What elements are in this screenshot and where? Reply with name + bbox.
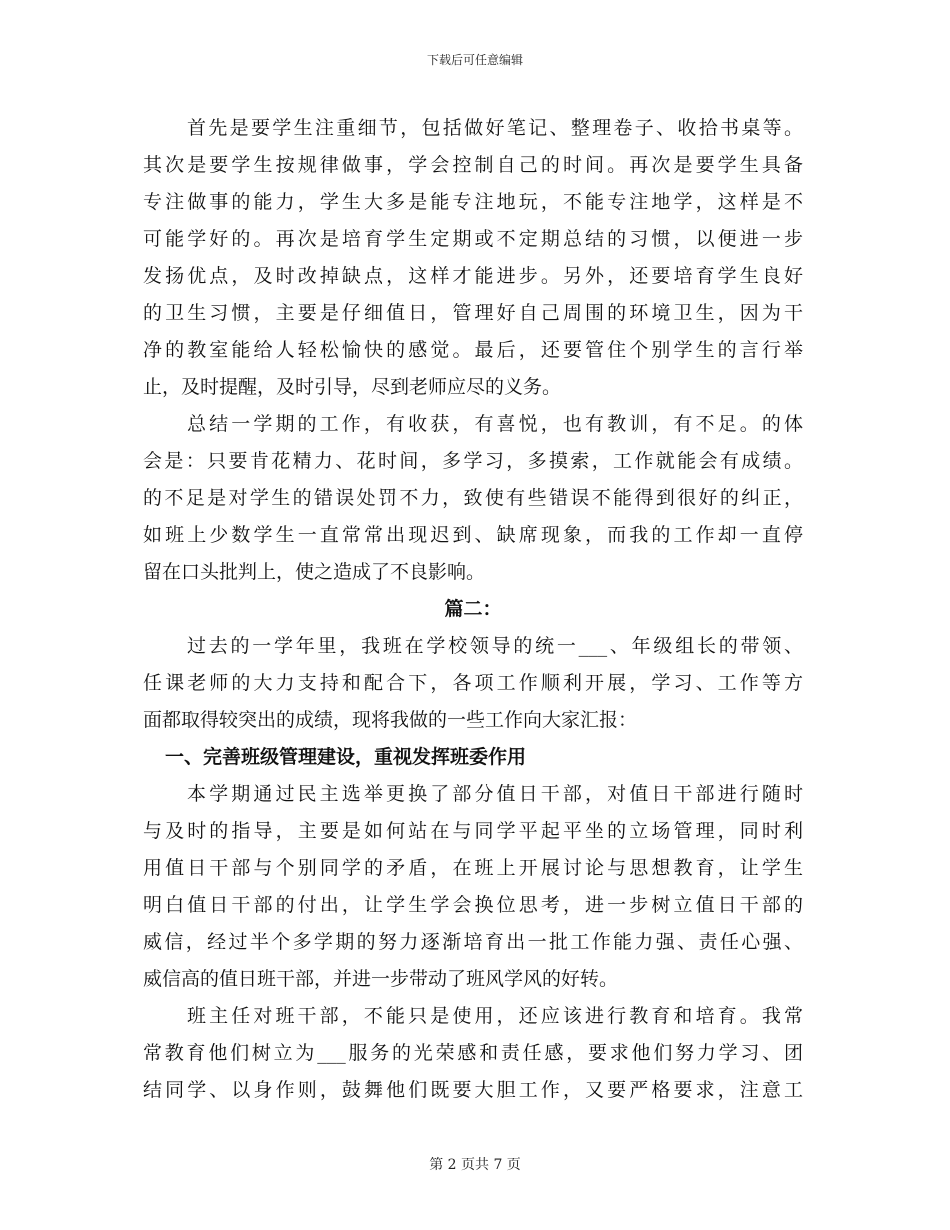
paragraph-line: 结同学、以身作则，鼓舞他们既要大胆工作，又要严格要求，注意工: [143, 1079, 803, 1101]
paragraph-line: 专注做事的能力，学生大多是能专注地玩，不能专注地学，这样是不: [143, 191, 803, 213]
paragraph-line: 威信高的值日班干部，并进一步带动了班风学风的好转。: [143, 968, 619, 990]
paragraph-line: 用值日干部与个别同学的矛盾，在班上开展讨论与思想教育，让学生: [143, 857, 803, 879]
paragraph-line: 任课老师的大力支持和配合下，各项工作顺利开展，学习、工作等方: [143, 672, 803, 694]
paragraph-line: 发扬优点，及时改掉缺点，这样才能进步。另外，还要培育学生良好: [143, 265, 803, 287]
paragraph-line: 威信，经过半个多学期的努力逐渐培育出一批工作能力强、责任心强、: [143, 931, 803, 953]
page-footer: 第 2 页共 7 页: [429, 1157, 521, 1173]
section-heading: 篇二：: [444, 598, 502, 620]
paragraph-line: 本学期通过民主选举更换了部分值日干部，对值日干部进行随时: [187, 783, 803, 805]
document-body: [143, 110, 803, 1109]
paragraph-line: 总结一学期的工作，有收获，有喜悦，也有教训，有不足。的体: [187, 413, 803, 435]
paragraph-line: 留在口头批判上，使之造成了不良影响。: [143, 561, 486, 583]
paragraph-line: 常教育他们树立为___服务的光荣感和责任感，要求他们努力学习、团: [143, 1042, 803, 1064]
paragraph-line: 与及时的指导，主要是如何站在与同学平起平坐的立场管理，同时利: [143, 820, 803, 842]
paragraph-line: 面都取得较突出的成绩，现将我做的一些工作向大家汇报：: [143, 709, 638, 731]
paragraph-line: 的卫生习惯，主要是仔细值日，管理好自己周围的环境卫生，因为干: [143, 302, 803, 324]
paragraph-line: 净的教室能给人轻松愉快的感觉。最后，还要管住个别学生的言行举: [143, 339, 803, 361]
paragraph-line: 的不足是对学生的错误处罚不力，致使有些错误不能得到很好的纠正，: [143, 487, 803, 509]
paragraph-line: 会是：只要肯花精力、花时间，多学习，多摸索，工作就能会有成绩。: [143, 450, 803, 472]
paragraph-line: 止，及时提醒，及时引导，尽到老师应尽的义务。: [143, 376, 562, 398]
paragraph-line: 班主任对班干部，不能只是使用，还应该进行教育和培育。我常: [187, 1005, 803, 1027]
paragraph-line: 首先是要学生注重细节，包括做好笔记、整理卷子、收拾书桌等。: [187, 117, 803, 139]
page-header: 下载后可任意编辑: [426, 53, 523, 67]
subsection-heading: 一、完善班级管理建设，重视发挥班委作用: [165, 746, 527, 768]
paragraph-line: 其次是要学生按规律做事，学会控制自己的时间。再次是要学生具备: [143, 154, 803, 176]
paragraph-line: 可能学好的。再次是培育学生定期或不定期总结的习惯，以便进一步: [143, 228, 803, 250]
paragraph-line: 如班上少数学生一直常常出现迟到、缺席现象，而我的工作却一直停: [143, 524, 803, 546]
paragraph-line: 明白值日干部的付出，让学生学会换位思考，进一步树立值日干部的: [143, 894, 803, 916]
paragraph-line: 过去的一学年里，我班在学校领导的统一___、年级组长的带领、: [187, 635, 803, 657]
